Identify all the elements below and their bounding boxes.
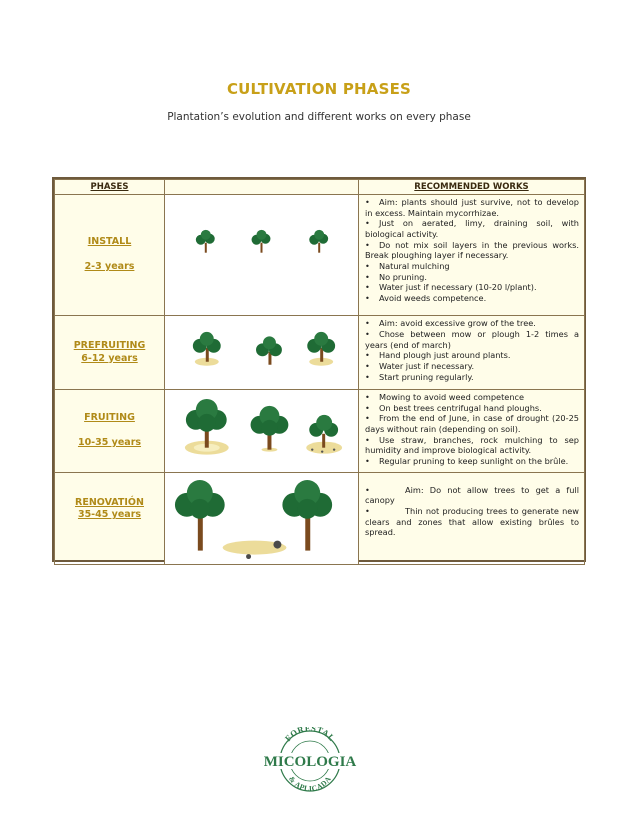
phase-name: RENOVATIÓN: [75, 496, 144, 508]
logo-top-text: FORESTAL: [282, 727, 338, 744]
list-item: • Aim: Do not allow trees to get a full canopy: [365, 484, 579, 506]
list-item: • Do not mix soil layers in the previous works. Break ploughing layer if necessary.: [365, 239, 579, 261]
tree-icon: [306, 415, 342, 454]
fruiting-illustration: [165, 389, 359, 472]
header-illustration: [165, 180, 359, 195]
works-cell: [359, 195, 585, 316]
list-item: • Thin not producing trees to generate new clears and zones that allow existing brûles to spread.: [365, 505, 579, 538]
install-illustration: [165, 195, 359, 316]
page-subtitle: Plantation’s evolution and different works on every phase: [167, 111, 471, 123]
works-cell: [359, 316, 585, 390]
list-item: • Aim: avoid excessive grow of the tree.: [365, 318, 536, 329]
prefruiting-illustration: [165, 316, 359, 390]
phase-cell: [55, 316, 165, 390]
tree-icon: [282, 480, 332, 551]
tree-icon: [185, 399, 229, 455]
phase-cell: [55, 389, 165, 472]
table-header-row: [55, 180, 585, 195]
tree-icon: [193, 332, 221, 366]
list-item: • Chose between mow or plough 1-2 times a years (end of march): [365, 329, 579, 350]
list-item: • Start pruning regularly.: [365, 371, 474, 382]
logo-bottom-text: & APLICADA: [287, 774, 333, 793]
works-cell: [359, 472, 585, 565]
list-item: • Just on aerated, limy, draining soil, with biological activity.: [365, 218, 579, 239]
list-item: • Avoid weeds competence.: [365, 292, 487, 303]
list-item: • Water just if necessary.: [365, 361, 475, 371]
phase-name: INSTALL: [87, 236, 132, 248]
table-row-install: [55, 195, 585, 316]
table-row-prefruiting: [55, 316, 585, 390]
renovation-illustration: [165, 472, 359, 565]
tree-icon: [175, 480, 225, 551]
tree-icon: [251, 406, 289, 452]
svg-text:& APLICADA: [287, 774, 333, 793]
list-item: • Hand plough just around plants.: [365, 350, 511, 361]
list-item: • Natural mulching: [365, 260, 450, 271]
tree-icon: [252, 230, 271, 253]
phase-name: PREFRUITING: [73, 339, 146, 351]
table-row-renovation: [55, 472, 585, 565]
works-cell: [359, 389, 585, 472]
phase-years: 2-3 years: [84, 261, 135, 273]
tree-icon: [309, 230, 328, 253]
list-item: • No pruning.: [365, 271, 427, 282]
phase-cell: [55, 195, 165, 316]
list-item: • Aim: plants should just survive, not to develop in excess. Maintain mycorrhizae.: [365, 197, 579, 218]
list-item: • Regular pruning to keep sunlight on the brûle.: [365, 455, 569, 466]
list-item: • From the end of June, in case of drought (20-25 days without rain (depending on soil).: [365, 413, 579, 434]
phases-table: [52, 177, 586, 562]
phase-years: 10-35 years: [77, 436, 142, 448]
tree-icon: [196, 230, 215, 253]
header-recommended-works: RECOMMENDED WORKS: [359, 180, 585, 195]
phase-years: 35-45 years: [77, 509, 142, 521]
page-title: CULTIVATION PHASES: [226, 80, 412, 98]
table-row-fruiting: [55, 389, 585, 472]
micologia-logo: [254, 727, 366, 793]
phase-cell: [55, 472, 165, 565]
list-item: • Mowing to avoid weed competence: [365, 391, 525, 402]
phase-name: FRUITING: [84, 411, 135, 423]
list-item: • Water just if necessary (10-20 l/plant).: [365, 282, 537, 293]
list-item: • On best trees centrifugal hand ploughs.: [365, 402, 542, 413]
tree-icon: [307, 332, 335, 366]
phase-years: 6-12 years: [81, 352, 138, 364]
list-item: • Use straw, branches, rock mulching to sep humidity and improve biological activity.: [365, 434, 579, 456]
logo-main-text: MICOLOGIA: [263, 754, 357, 770]
tree-icon: [256, 337, 282, 365]
header-phases: PHASES: [55, 180, 165, 195]
